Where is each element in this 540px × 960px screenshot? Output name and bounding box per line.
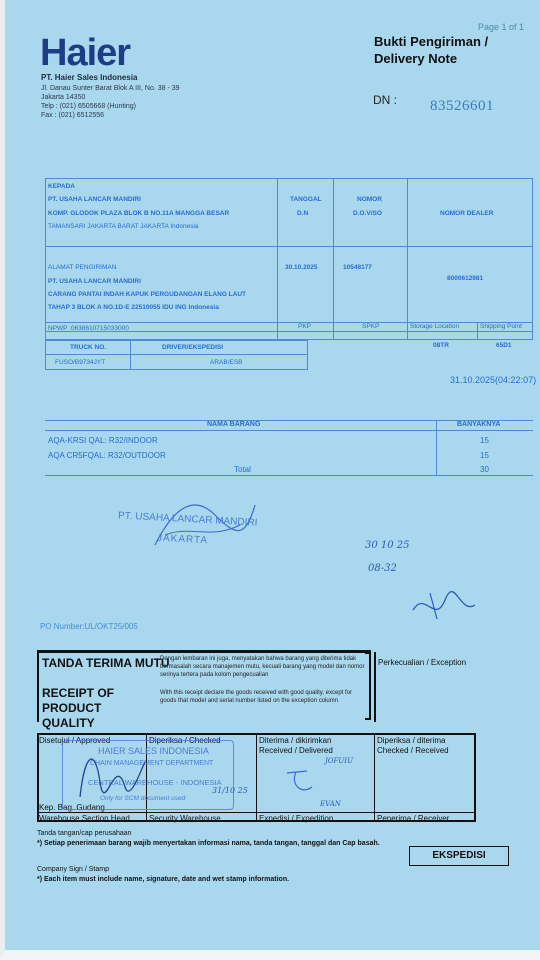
- footer-line4: *) Each item must include name, signature, date and wet stamp information.: [37, 876, 290, 883]
- warehouse-head-label-id: Kep. Bag. Gudang: [39, 803, 105, 812]
- truck-label: TRUCK NO.: [70, 344, 107, 351]
- dn-number: 83526601: [430, 98, 494, 114]
- ship-address2: TAHAP 3 BLOK A NO.1D-E 22510055 IDU ING Indonesia: [48, 304, 219, 311]
- doc-title: [374, 33, 488, 67]
- dealer-value: 8000612981: [447, 275, 484, 282]
- tanggal-label: TANGGAL: [290, 196, 322, 203]
- item-qty: 15: [480, 436, 489, 445]
- ekspedisi-box: EKSPEDISI: [409, 846, 509, 866]
- expedition-label: Expedisi / Expedition: [259, 814, 334, 823]
- storage-label: Storage Location: [410, 323, 460, 330]
- items-qty-header: BANYAKNYA: [457, 421, 501, 428]
- storage-value: 08TR: [433, 342, 449, 349]
- consignee-address1: KOMP. GLODOK PLAZA BLOK B NO.11A MANGGA BESAR: [48, 210, 230, 217]
- customer-stamp-city: JAKARTA: [156, 532, 209, 547]
- print-timestamp: 31.10.2025(04:22:07): [450, 375, 537, 385]
- ship-name: PT. USAHA LANCAR MANDIRI: [48, 278, 141, 285]
- haier-logo: Haier: [40, 32, 131, 74]
- warehouse-head-label-en: Warehouse Section Head: [39, 814, 130, 823]
- company-fax: Fax : (021) 6512556: [41, 112, 105, 119]
- alamat-label: ALAMAT PENGIRIMAN: [48, 264, 117, 271]
- shipping-value: 65D1: [496, 342, 512, 349]
- dealer-label: NOMOR DEALER: [440, 210, 494, 217]
- warehouse-stamp-line3: CENTRAL WAREHOUSE - INDONESIA: [88, 778, 222, 787]
- approval-date: 31/10 25: [212, 786, 248, 795]
- item-name: AQA CR5FQAL: R32/OUTDOOR: [48, 451, 166, 460]
- exception-label: Perkecualian / Exception: [378, 658, 467, 667]
- expedition-signature-icon: [282, 765, 327, 800]
- warehouse-stamp-line1: HAIER SALES INDONESIA: [98, 746, 210, 756]
- nomor-sub: D.O.V/SO: [353, 210, 382, 217]
- receipt-head-id: TANDA TERIMA MUTU: [42, 656, 170, 670]
- shipping-label: Shipping Point: [480, 323, 522, 330]
- received-label-en: Checked / Received: [377, 746, 449, 755]
- receiver-label: Penerima / Receiver: [377, 814, 450, 823]
- approved-label: Disetujui / Approved: [39, 736, 111, 745]
- pkp-label: PKP: [298, 323, 312, 330]
- dn-label: DN :: [373, 93, 397, 107]
- received-date: 30 10 25: [365, 540, 410, 551]
- tanggal-sub: D.N: [297, 210, 309, 217]
- company-name: PT. Haier Sales Indonesia: [41, 73, 138, 82]
- truck-value: FUSO/B9734JYT: [55, 359, 106, 366]
- company-phone: Telp : (021) 6505668 (Hunting): [41, 103, 136, 110]
- receipt-body-id: Dengan lembaran ini juga, menyatakan bahwa barang yang diterima tidak bermasalah secara manajemen mutu, kecuali barang yang model dan nomor serinya tertera pada kolom pengecualian: [160, 656, 365, 678]
- warehouse-stamp-line4: Only for SCM document used: [100, 795, 186, 802]
- checked-label: Diperiksa / Checked: [149, 736, 221, 745]
- receipt-head-en: RECEIPT OF PRODUCT QUALITY: [42, 686, 115, 730]
- kepada-label: KEPADA: [48, 183, 75, 190]
- received-time: 08-32: [368, 563, 397, 574]
- receiver-signature-icon: [405, 585, 485, 625]
- item-qty: 15: [480, 451, 489, 460]
- date-value: 30.10.2025: [285, 264, 318, 271]
- do-value: 10548177: [343, 264, 372, 271]
- received-label-id: Diperiksa / diterima: [377, 736, 446, 745]
- total-label: Total: [234, 465, 251, 474]
- items-name-header: NAMA BARANG: [207, 421, 261, 428]
- doc-title-line1: Bukti Pengiriman /: [374, 34, 489, 49]
- consignee-name: PT. USAHA LANCAR MANDIRI: [48, 196, 141, 203]
- npwp: NPWP :0638610715033000: [48, 325, 129, 332]
- customer-signature-icon: [145, 495, 265, 555]
- receipt-body-en: With this receipt declare the goods received with good quality, except for goods that model and serial number listed on the exception column: [160, 690, 352, 704]
- ship-address1: CARANG PANTAI INDAH KAPUK PERGUDANGAN ELANG LAUT: [48, 291, 247, 298]
- page-number: Page 1 of 1: [478, 22, 525, 32]
- delivered-label-en: Received / Delivered: [259, 746, 333, 755]
- delivered-label-id: Diterima / dikirimkan: [259, 736, 332, 745]
- doc-title-line2: Delivery Note: [374, 51, 458, 66]
- expedition-hand-name2: EVAN: [320, 800, 341, 808]
- receipt-bracket: [365, 652, 371, 720]
- total-value: 30: [480, 465, 489, 474]
- security-label: Security Warehouse: [149, 814, 221, 823]
- customer-stamp-company: PT. USAHA LANCAR MANDIRI: [117, 510, 258, 529]
- expedition-hand-name: JOFUIU: [325, 757, 353, 765]
- driver-value: ARAB/ESB: [210, 359, 243, 366]
- company-address: Jl. Danau Sunter Barat Blok A III, No. 38 - 39: [41, 85, 180, 92]
- footer-line2: *) Setiap penerimaan barang wajib menyertakan informasi nama, tanda tangan, tanggal dan Cap basah.: [37, 840, 380, 847]
- company-city: Jakarta 14350: [41, 94, 86, 101]
- consignee-address2: TAMANSARI JAKARTA BARAT JAKARTA Indonesia: [48, 223, 199, 230]
- spkp-label: SPKP: [362, 323, 380, 330]
- approver-signature-icon: [70, 742, 150, 806]
- driver-label: DRIVER/EKSPEDISI: [162, 344, 224, 351]
- warehouse-stamp-line2: CHAIN MANAGEMENT DEPARTMENT: [90, 760, 214, 767]
- item-name: AQA-KRSI QAL: R32/INDOOR: [48, 436, 158, 445]
- nomor-label: NOMOR: [357, 196, 382, 203]
- footer-line3: Company Sign / Stamp: [37, 866, 109, 873]
- footer-line1: Tanda tangan/cap perusahaan: [37, 830, 132, 837]
- po-number: PO Number:UL/OKT25/005: [40, 622, 138, 631]
